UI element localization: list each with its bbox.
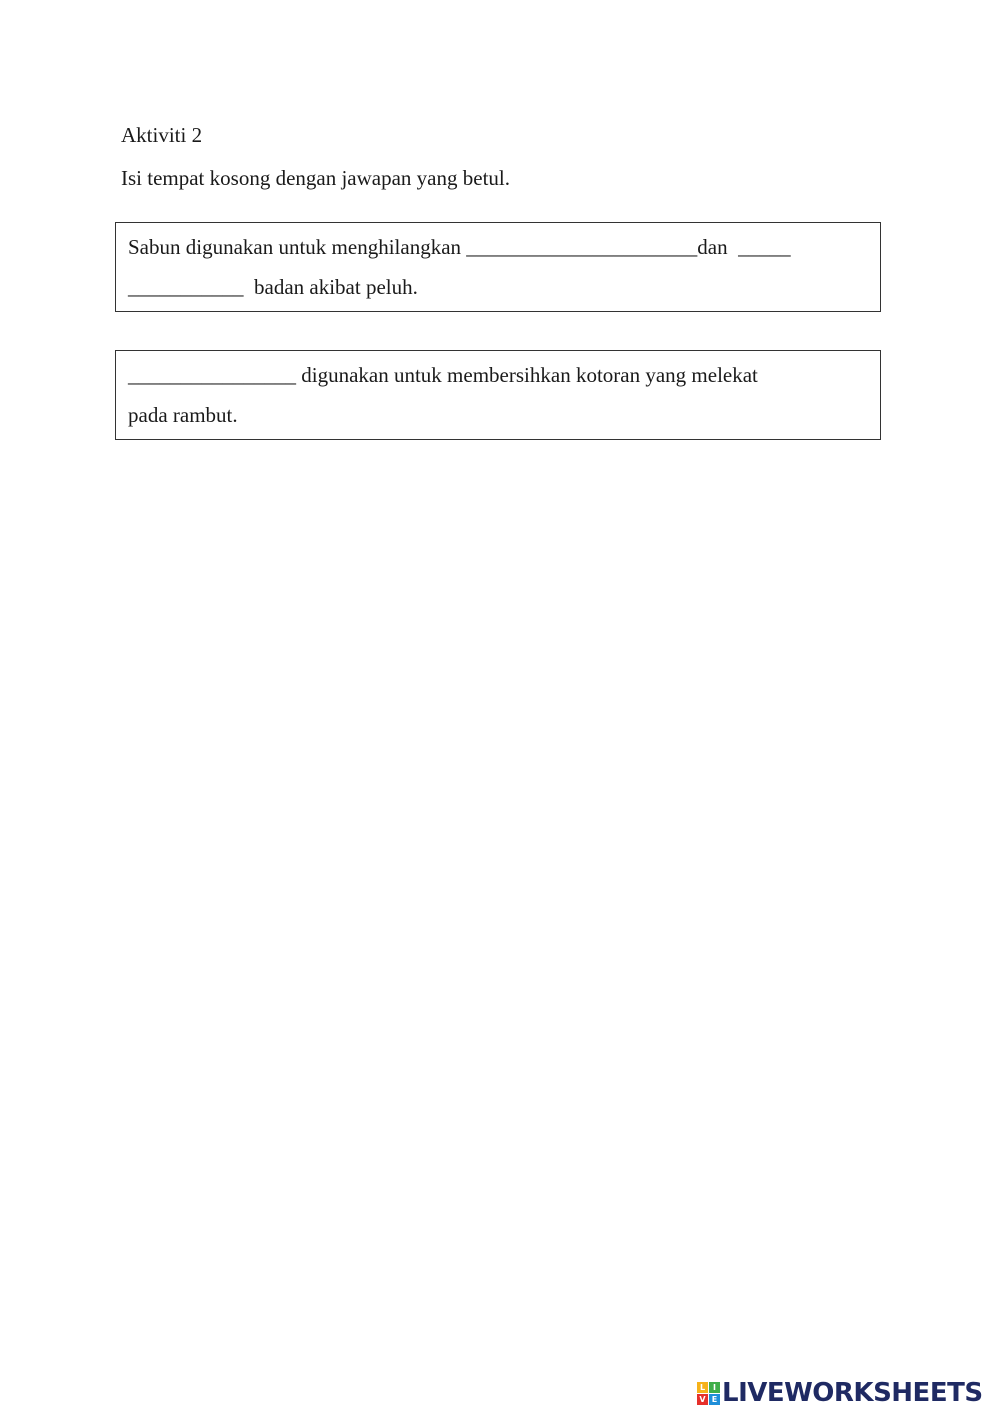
liveworksheets-logo-icon <box>697 1382 720 1405</box>
logo-letter-e: E <box>709 1394 720 1405</box>
question-2-line-1: ________________ digunakan untuk membersihkan kotoran yang melekat <box>128 363 758 387</box>
question-2-line-2: pada rambut. <box>128 403 238 427</box>
worksheet-instruction: Isi tempat kosong dengan jawapan yang betul. <box>121 166 510 190</box>
liveworksheets-wordmark: LIVEWORKSHEETS <box>722 1378 983 1408</box>
question-1-line-2: ___________ badan akibat peluh. <box>128 275 418 299</box>
worksheet-title: Aktiviti 2 <box>121 123 203 147</box>
question-box-2 <box>115 350 881 440</box>
logo-letter-v: V <box>697 1394 708 1405</box>
liveworksheets-brand <box>697 1376 983 1410</box>
logo-letter-l: L <box>697 1382 708 1393</box>
question-1-line-1: Sabun digunakan untuk menghilangkan ______________________dan _____ <box>128 235 791 259</box>
logo-letter-i: I <box>709 1382 720 1393</box>
question-box-1 <box>115 222 881 312</box>
